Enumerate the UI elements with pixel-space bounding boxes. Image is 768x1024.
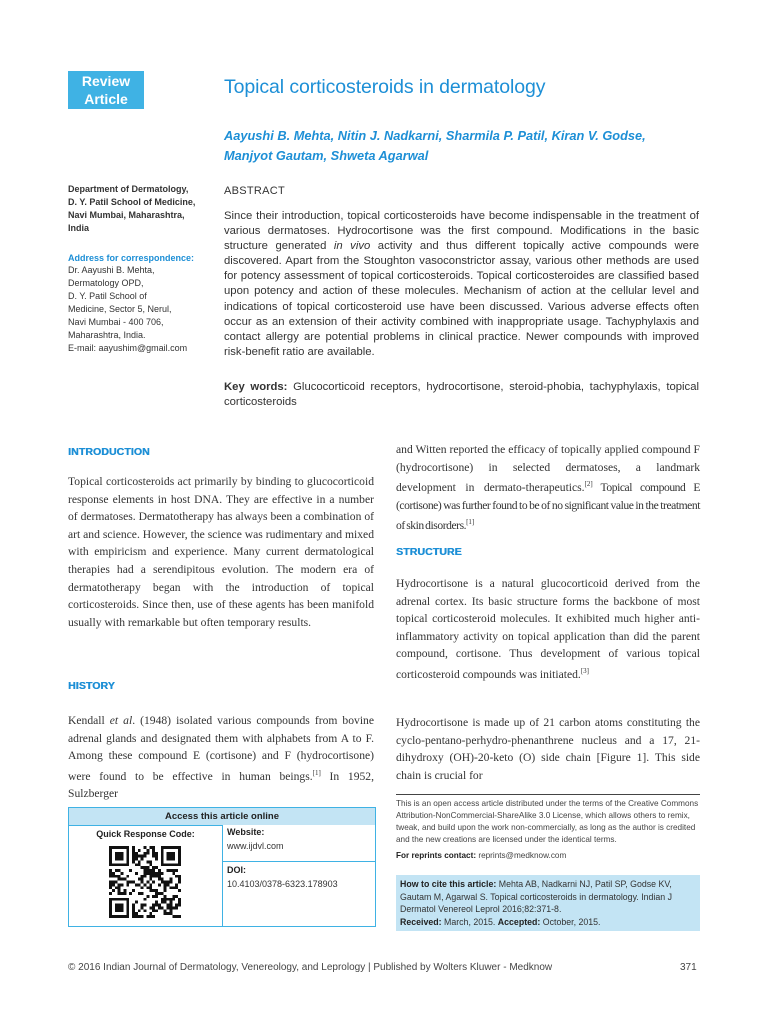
license-note: This is an open access article distributed under the terms of the Creative Commons Attribution-NonCommercial-ShareAlike 3.0 License, which allows others to remix, tweak, and build upon the work non-commercially, as long as the author is credited and the new creations are licensed under the identical terms.: [396, 799, 699, 844]
history-cont-text: Topical compound E (cortisone) was further found to be of no significant value in the treatment of skin disorders.: [396, 481, 700, 533]
history-paragraph: [68, 712, 374, 803]
keywords-text: Glucocorticoid receptors, hydrocortisone, steroid-phobia, tachyphylaxis, topical corticosteroids: [224, 381, 699, 409]
doi-label: DOI:: [227, 865, 246, 875]
citation-ref-link[interactable]: [3]: [580, 666, 589, 675]
abstract-text-part: Since their introduction, topical corticosteroids have become indispensable in the treatment of various dermatoses. Hydrocortisone was the first compound. Modifications in the basic structure generated: [224, 210, 699, 253]
qr-code-image[interactable]: [109, 846, 181, 918]
department-affiliation: Department of Dermatology, D. Y. Patil School of Medicine, Navi Mumbai, Maharashtra, India: [68, 184, 196, 233]
page-footer: © 2016 Indian Journal of Dermatology, Venereology, and Leprology | Published by Wolters Kluwer - Medknow: [68, 962, 553, 973]
divider: [396, 794, 700, 795]
history-continued-paragraph: [396, 441, 700, 535]
accepted-label: Accepted:: [497, 916, 541, 927]
abstract-text: [224, 209, 699, 360]
citation-text: Mehta AB, Nadkarni NJ, Patil SP, Godse KV, Gautam M, Agarwal S. Topical corticosteroids in dermatology. Indian J Dermatol Venereol Leprol 2016;82:371-8.: [400, 879, 673, 914]
divider: [223, 861, 375, 862]
reprints-email-link[interactable]: reprints@medknow.com: [476, 851, 567, 860]
introduction-paragraph: Topical corticosteroids act primarily by binding to glucocorticoid response elements in host DNA. They are effective in a number of dermatoses. Dermatotherapy has always been a combination of art and science. However, the science was rudimentary and mixed with empiricism and experience. Many current dermatological therapies had a serendipitous evolution. The modern era of dermatotherapy began with the introduction of topical corticosteroids. Since then, use of these agents has been manifold usually with remarkable but often temporary results.: [68, 475, 374, 629]
abstract-text-part: activity and thus different topically active compounds were discovered. Apart from the Stoughton vasoconstrictor assay, various other methods are used for potency assessment of topical corticosteroids. Topical corticosteroides are classified based upon potency and action of these molecules. Mechanism of action at the cellular level and indications of topical corticosteroid use have been discussed. Various adverse effects often occur as an extension of their activity combined with inappropriate usage. Tachyphylaxis and contact allergy are potential problems in clinical practice. Newer compounds with improved risk-benefit ratio are available.: [224, 240, 699, 358]
qr-code-cell: [69, 842, 223, 926]
qr-code-label: Quick Response Code:: [69, 825, 223, 842]
reprints-label: For reprints contact:: [396, 851, 477, 860]
citation-ref-link[interactable]: [1]: [312, 768, 321, 777]
structure-heading: STRUCTURE: [396, 546, 462, 558]
correspondence-heading: Address for correspondence:: [68, 253, 195, 263]
citation-ref-link[interactable]: [1]: [466, 518, 475, 527]
access-box-heading: Access this article online: [69, 808, 375, 825]
keywords: [224, 380, 699, 411]
introduction-heading: INTRODUCTION: [68, 446, 150, 458]
accepted-date: October, 2015.: [540, 916, 601, 927]
history-text: In 1952, Sulzberger: [68, 769, 374, 801]
received-label: Received:: [400, 916, 442, 927]
structure-text: Hydrocortisone is a natural glucocorticoid derived from the adrenal cortex. Its basic structure forms the backbone of most topical corticosteroid molecules. It exhibited much higher anti-inflammatory activity on topical application than did the parent compound, cortisone. Thus development of various topical corticosteroid compounds was initiated.: [396, 577, 700, 681]
badge-line-1: Review: [81, 73, 131, 89]
keywords-label: Key words:: [224, 381, 288, 393]
history-cont-text: and Witten reported the efficacy of topically applied compound F (hydrocortisone) in selected dermatoses, a landmark development in dermato-therapeutics.: [396, 443, 700, 495]
history-heading: HISTORY: [68, 680, 115, 692]
article-type-badge: [68, 71, 144, 109]
author-list: Aayushi B. Mehta, Nitin J. Nadkarni, Sharmila P. Patil, Kiran V. Godse, Manjyot Gautam, Shweta Agarwal: [224, 128, 646, 163]
website-label: Website:: [227, 827, 265, 837]
history-italic: et al: [109, 714, 133, 727]
badge-line-2: Article: [84, 91, 128, 107]
structure-paragraph-2: Hydrocortisone is made up of 21 carbon atoms constituting the cyclo-pentano-perhydro-phenanthrene nucleus and a 17, 21-dihydroxy (OH)-20-keto (O) side chain [Figure 1]. This side chain is crucial for: [396, 716, 700, 782]
page-number: 371: [680, 962, 697, 973]
article-title: Topical corticosteroids in dermatology: [224, 76, 546, 98]
structure-paragraph-1: [396, 575, 700, 683]
access-article-box: [68, 807, 376, 927]
received-date: March, 2015.: [441, 916, 498, 927]
abstract-heading: ABSTRACT: [224, 185, 286, 197]
citation-box: [396, 875, 700, 931]
citation-label: How to cite this article:: [400, 879, 497, 889]
history-text: Kendall: [68, 714, 110, 727]
reprints-contact: [396, 851, 566, 860]
citation-ref-link[interactable]: [2]: [584, 480, 593, 489]
doi-link[interactable]: 10.4103/0378-6323.178903: [227, 879, 338, 889]
correspondence-address: Dr. Aayushi B. Mehta, Dermatology OPD, D. Y. Patil School of Medicine, Sector 5, Nerul, Navi Mumbai - 400 706, Maharashtra, India. E-mail: aayushim@gmail.com: [68, 265, 188, 353]
abstract-italic: in vivo: [333, 240, 371, 253]
history-text: . (1948) isolated various compounds from bovine adrenal glands and designated them with alphabets from A to F. Among these compound E (cortisone) and F (hydrocortisone) were found to be effective in human beings.: [68, 714, 374, 783]
website-link[interactable]: www.ijdvl.com: [227, 841, 284, 851]
